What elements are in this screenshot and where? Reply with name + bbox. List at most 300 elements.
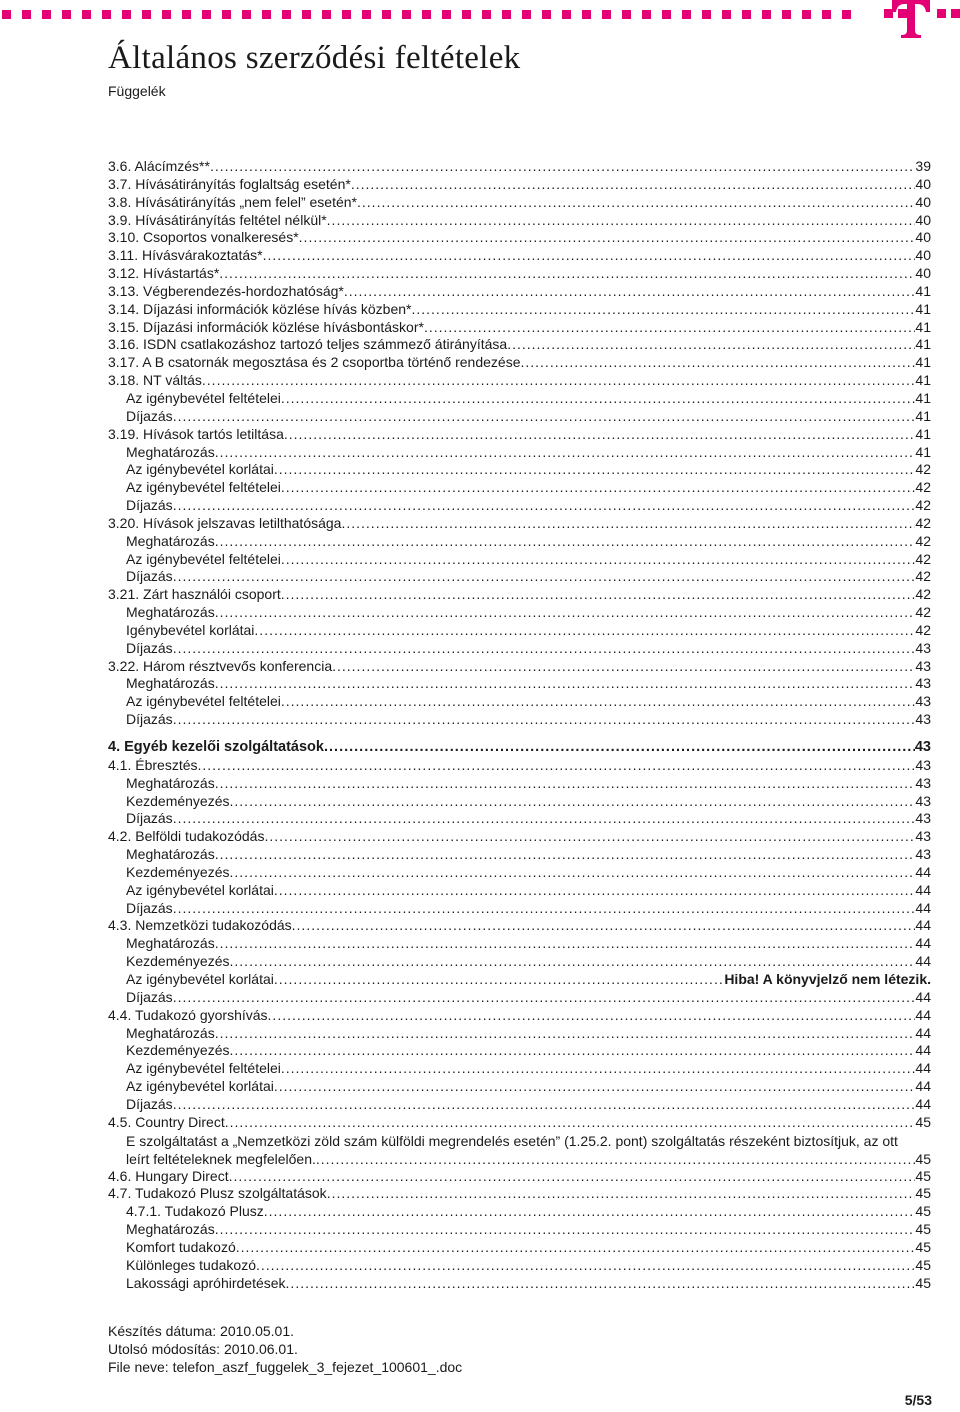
toc-entry-label: 4.7. Tudakozó Plusz szolgáltatások xyxy=(108,1185,327,1202)
page-subtitle: Függelék xyxy=(108,83,166,99)
toc-entry-label: Meghatározás xyxy=(126,675,215,692)
toc-leader-dots xyxy=(268,1007,916,1025)
toc-leader-dots xyxy=(173,408,916,426)
file-name: File neve: telefon_aszf_fuggelek_3_fejezet_100601_.doc xyxy=(108,1359,463,1375)
toc-entry-label: Lakossági apróhirdetések xyxy=(126,1274,286,1291)
toc-entry[interactable] xyxy=(108,265,931,283)
toc-leader-dots xyxy=(230,953,916,971)
header-dot xyxy=(62,10,71,19)
header-dot xyxy=(742,10,751,19)
toc-page-number: 40 xyxy=(915,265,931,282)
toc-entry-label: Az igénybevétel korlátai xyxy=(126,881,274,898)
toc-entry[interactable] xyxy=(108,176,931,194)
toc-leader-dots xyxy=(324,739,915,757)
toc-entry-label: 4.6. Hungary Direct xyxy=(108,1167,229,1184)
toc-page-number: 41 xyxy=(915,282,931,299)
header-dot xyxy=(642,10,651,19)
toc-leader-dots xyxy=(230,1042,916,1060)
header-dot xyxy=(102,10,111,19)
toc-entry-label: 3.7. Hívásátirányítás foglaltság esetén* xyxy=(108,175,351,192)
toc-entry-label: 3.17. A B csatornák megosztása és 2 csoportba történő rendezése xyxy=(108,354,521,371)
toc-entry-label: 3.10. Csoportos vonalkeresés* xyxy=(108,229,299,246)
toc-entry[interactable] xyxy=(108,568,931,586)
header-dot xyxy=(342,10,351,19)
header-dot xyxy=(162,10,171,19)
toc-page-number: 44 xyxy=(915,1006,931,1023)
toc-page-number: 42 xyxy=(915,621,931,638)
toc-page-number: 44 xyxy=(915,1078,931,1095)
header-dot xyxy=(722,10,731,19)
toc-entry[interactable] xyxy=(108,1221,931,1239)
toc-page-number: 44 xyxy=(915,881,931,898)
header-dot xyxy=(622,10,631,19)
toc-entry[interactable] xyxy=(108,533,931,551)
toc-page-number: 39 xyxy=(915,158,931,174)
header-dot xyxy=(462,10,471,19)
toc-entry-label: Különleges tudakozó xyxy=(126,1256,256,1273)
header-dot xyxy=(442,10,451,19)
toc-entry[interactable] xyxy=(108,212,931,230)
toc-entry-label: 3.16. ISDN csatlakozáshoz tartozó teljes számmező átirányítása xyxy=(108,336,508,353)
toc-entry-label: Meghatározás xyxy=(126,846,215,863)
toc-entry[interactable] xyxy=(108,283,931,301)
toc-entry-label: 4.3. Nemzetközi tudakozódás xyxy=(108,917,292,934)
toc-entry[interactable] xyxy=(108,810,931,828)
toc-page-number: 42 xyxy=(915,550,931,567)
toc-page-number: 44 xyxy=(915,863,931,880)
toc-page-number: 45 xyxy=(915,1150,931,1167)
toc-entry[interactable] xyxy=(108,1203,931,1221)
toc-page-number: 42 xyxy=(915,586,931,603)
header-dot xyxy=(662,10,671,19)
toc-page-number: 44 xyxy=(915,988,931,1005)
toc-leader-dots xyxy=(230,864,916,882)
toc-entry-label: Meghatározás xyxy=(126,532,215,549)
toc-page-number: 44 xyxy=(915,899,931,916)
toc-leader-dots xyxy=(263,247,916,265)
toc-leader-dots xyxy=(215,444,916,462)
toc-leader-dots xyxy=(173,989,916,1007)
toc-leader-dots xyxy=(411,301,915,319)
toc-entry[interactable] xyxy=(108,953,931,971)
toc-entry[interactable] xyxy=(108,1025,931,1043)
toc-entry[interactable] xyxy=(108,775,931,793)
toc-entry[interactable] xyxy=(108,1060,931,1078)
toc-entry-label: Díjazás xyxy=(126,497,173,514)
toc-entry[interactable] xyxy=(108,390,931,408)
toc-entry-label: 3.21. Zárt használói csoport xyxy=(108,586,281,603)
toc-page-number: 43 xyxy=(915,846,931,863)
toc-page-number: 42 xyxy=(915,568,931,585)
toc-entry-label: 3.19. Hívások tartós letiltása xyxy=(108,425,284,442)
page-number: 5/53 xyxy=(904,1392,932,1408)
toc-page-number: 40 xyxy=(915,229,931,246)
toc-entry[interactable] xyxy=(108,551,931,569)
document-metadata xyxy=(108,1322,462,1376)
toc-leader-dots xyxy=(507,336,915,354)
toc-entry-label: 4.4. Tudakozó gyorshívás xyxy=(108,1006,268,1023)
toc-leader-dots xyxy=(173,568,916,586)
toc-entry[interactable] xyxy=(108,1150,931,1168)
page-title: Általános szerződési feltételek xyxy=(108,40,521,76)
toc-leader-dots xyxy=(254,622,915,640)
header-dot xyxy=(682,10,691,19)
toc-entry[interactable] xyxy=(108,711,931,729)
toc-leader-dots xyxy=(344,283,916,301)
toc-leader-dots xyxy=(198,757,916,775)
toc-entry[interactable] xyxy=(108,989,931,1007)
toc-entry[interactable] xyxy=(108,1275,931,1293)
toc-leader-dots xyxy=(274,882,916,900)
toc-page-number: 40 xyxy=(915,193,931,210)
toc-page-number: 43 xyxy=(915,774,931,791)
toc-page-number: 41 xyxy=(915,354,931,371)
toc-page-number: 40 xyxy=(915,211,931,228)
toc-page-number: 43 xyxy=(915,810,931,827)
header-dot xyxy=(822,10,831,19)
header-dot xyxy=(482,10,491,19)
toc-entry-label: Meghatározás xyxy=(126,935,215,952)
toc-page-number: 41 xyxy=(915,389,931,406)
toc-page-number: 44 xyxy=(915,1024,931,1041)
header-dot xyxy=(82,10,91,19)
toc-page-number: 45 xyxy=(915,1167,931,1184)
toc-page-number: 43 xyxy=(915,675,931,692)
toc-page-number: 45 xyxy=(915,1203,931,1220)
toc-entry[interactable] xyxy=(108,301,931,319)
toc-entry-label: leírt feltételeknek megfelelően. xyxy=(126,1150,316,1167)
header-dot xyxy=(582,10,591,19)
toc-leader-dots xyxy=(274,461,916,479)
toc-entry[interactable] xyxy=(108,739,931,757)
header-dot xyxy=(402,10,411,19)
toc-entry[interactable] xyxy=(108,640,931,658)
toc-leader-dots xyxy=(215,775,916,793)
toc-entry-label: Meghatározás xyxy=(126,1221,215,1238)
toc-page-number: 42 xyxy=(915,479,931,496)
toc-page-number: 42 xyxy=(915,461,931,478)
toc-entry-label: Az igénybevétel korlátai xyxy=(126,1078,274,1095)
toc-entry-label: 3.9. Hívásátirányítás feltétel nélkül* xyxy=(108,211,327,228)
toc-entry-label: 4.1. Ébresztés xyxy=(108,756,198,773)
toc-leader-dots xyxy=(341,515,915,533)
toc-entry[interactable] xyxy=(108,247,931,265)
toc-page-number: 42 xyxy=(915,514,931,531)
toc-leader-dots xyxy=(351,176,916,194)
toc-leader-dots xyxy=(357,194,915,212)
toc-leader-dots xyxy=(281,551,916,569)
toc-entry[interactable] xyxy=(108,846,931,864)
toc-entry[interactable] xyxy=(108,864,931,882)
toc-leader-dots xyxy=(281,479,916,497)
toc-leader-dots xyxy=(215,1025,916,1043)
header-dot xyxy=(382,10,391,19)
toc-page-number: 44 xyxy=(915,1042,931,1059)
toc-leader-dots xyxy=(173,640,916,658)
header-dot xyxy=(362,10,371,19)
toc-entry[interactable] xyxy=(108,693,931,711)
toc-page-number: 42 xyxy=(915,532,931,549)
header-dot xyxy=(42,10,51,19)
modified-date: Utolsó módosítás: 2010.06.01. xyxy=(108,1341,298,1357)
toc-page-number: 45 xyxy=(915,1185,931,1202)
toc-page-number: 43 xyxy=(915,639,931,656)
toc-page-number: 42 xyxy=(915,604,931,621)
toc-leader-dots xyxy=(173,711,916,729)
toc-leader-dots xyxy=(236,1239,916,1257)
toc-page-number: 43 xyxy=(915,711,931,728)
toc-entry[interactable] xyxy=(108,917,931,935)
toc-entry[interactable] xyxy=(108,319,931,337)
toc-leader-dots xyxy=(299,229,916,247)
toc-entry-label: Meghatározás xyxy=(126,774,215,791)
toc-entry-label: 4.5. Country Direct xyxy=(108,1113,225,1130)
toc-page-number: 43 xyxy=(915,756,931,773)
toc-entry-label: 3.12. Hívástartás* xyxy=(108,265,220,282)
toc-leader-dots xyxy=(215,604,916,622)
toc-leader-dots xyxy=(520,354,915,372)
header-dot xyxy=(22,10,31,19)
toc-entry-label: 3.11. Hívásvárakoztatás* xyxy=(108,247,263,264)
toc-leader-dots xyxy=(173,810,916,828)
created-date: Készítés dátuma: 2010.05.01. xyxy=(108,1323,295,1339)
toc-leader-dots xyxy=(281,586,916,604)
toc-leader-dots xyxy=(215,935,916,953)
toc-entry-label: Díjazás xyxy=(126,988,173,1005)
toc-entry-label: Díjazás xyxy=(126,899,173,916)
toc-page-number: 41 xyxy=(915,300,931,317)
toc-entry[interactable] xyxy=(108,461,931,479)
toc-leader-dots xyxy=(173,1096,916,1114)
toc-entry[interactable] xyxy=(108,675,931,693)
toc-page-number: 43 xyxy=(915,693,931,710)
toc-page-number: 45 xyxy=(915,1238,931,1255)
toc-entry[interactable] xyxy=(108,515,931,533)
toc-leader-dots xyxy=(215,1221,916,1239)
toc-entry[interactable] xyxy=(108,658,931,676)
toc-leader-dots xyxy=(173,497,916,515)
toc-leader-dots xyxy=(286,1275,916,1293)
toc-entry[interactable] xyxy=(108,971,931,989)
toc-entry-label: Díjazás xyxy=(126,711,173,728)
toc-entry[interactable] xyxy=(108,1007,931,1025)
toc-page-number: 41 xyxy=(915,443,931,460)
toc-entry[interactable] xyxy=(108,1096,931,1114)
toc-page-number: 45 xyxy=(915,1221,931,1238)
toc-entry-label: 3.20. Hívások jelszavas letilthatósága xyxy=(108,514,342,531)
toc-leader-dots xyxy=(256,1257,915,1275)
toc-entry-label: Díjazás xyxy=(126,1095,173,1112)
toc-entry[interactable] xyxy=(108,1042,931,1060)
header-dot xyxy=(222,10,231,19)
toc-entry-label: Kezdeményezés xyxy=(126,1042,230,1059)
header-dot xyxy=(842,10,851,19)
toc-entry-label: Meghatározás xyxy=(126,1024,215,1041)
toc-leader-dots xyxy=(225,1114,916,1132)
toc-page-number: 44 xyxy=(915,1095,931,1112)
toc-entry[interactable] xyxy=(108,1078,931,1096)
toc-entry-label: 4.2. Belföldi tudakozódás xyxy=(108,828,265,845)
header-dot xyxy=(702,10,711,19)
toc-page-number: 41 xyxy=(915,336,931,353)
toc-entry[interactable] xyxy=(108,586,931,604)
toc-leader-dots xyxy=(229,1168,916,1186)
toc-leader-dots xyxy=(281,390,916,408)
toc-leader-dots xyxy=(202,372,916,390)
toc-leader-dots xyxy=(264,1203,916,1221)
header-dot xyxy=(762,10,771,19)
toc-entry-label: Az igénybevétel feltételei xyxy=(126,693,281,710)
toc-entry-label: 3.8. Hívásátirányítás „nem felel” esetén* xyxy=(108,193,358,210)
toc-leader-dots xyxy=(173,900,916,918)
toc-leader-dots xyxy=(327,1185,916,1203)
toc-entry-label: Díjazás xyxy=(126,639,173,656)
header-dot xyxy=(602,10,611,19)
toc-page-number: 40 xyxy=(915,247,931,264)
header-dot xyxy=(422,10,431,19)
toc-entry-label: 3.6. Alácímzés** xyxy=(108,158,210,174)
toc-page-number: 45 xyxy=(915,1256,931,1273)
toc-leader-dots xyxy=(332,658,915,676)
telekom-logo-icon xyxy=(884,0,960,40)
toc-leader-dots xyxy=(292,917,916,935)
toc-entry-label: Díjazás xyxy=(126,407,173,424)
toc-entry-label: Meghatározás xyxy=(126,443,215,460)
header-dot xyxy=(782,10,791,19)
toc-entry-label: Igénybevétel korlátai xyxy=(126,621,255,638)
toc-entry[interactable] xyxy=(108,426,931,444)
header-dot xyxy=(522,10,531,19)
toc-leader-dots xyxy=(327,212,916,230)
toc-entry[interactable] xyxy=(108,408,931,426)
toc-leader-dots xyxy=(230,793,916,811)
toc-leader-dots xyxy=(210,158,915,176)
toc-entry-label: Az igénybevétel korlátai xyxy=(126,970,274,987)
toc-leader-dots xyxy=(219,265,915,283)
header-dot xyxy=(502,10,511,19)
toc-entry-label: 3.22. Három résztvevős konferencia xyxy=(108,657,333,674)
header-dot xyxy=(542,10,551,19)
toc-entry-label: Meghatározás xyxy=(126,604,215,621)
toc-leader-dots xyxy=(284,426,916,444)
toc-entry[interactable] xyxy=(108,757,931,775)
toc-page-number: 41 xyxy=(915,318,931,335)
toc-leader-dots xyxy=(215,846,916,864)
toc-entry-label: 3.18. NT váltás xyxy=(108,372,202,389)
toc-entry[interactable] xyxy=(108,604,931,622)
toc-page-number: 41 xyxy=(915,372,931,389)
toc-page-number: 44 xyxy=(915,917,931,934)
toc-entry[interactable] xyxy=(108,793,931,811)
toc-entry[interactable] xyxy=(108,479,931,497)
header-dot xyxy=(262,10,271,19)
toc-entry[interactable] xyxy=(108,882,931,900)
toc-entry-label: 4. Egyéb kezelői szolgáltatások xyxy=(108,739,324,755)
toc-entry-label: 3.15. Díjazási információk közlése hívásbontáskor* xyxy=(108,318,424,335)
header-dot xyxy=(122,10,131,19)
toc-entry-label: Komfort tudakozó xyxy=(126,1238,236,1255)
toc-page-number: 44 xyxy=(915,935,931,952)
toc-entry[interactable] xyxy=(108,354,931,372)
toc-entry-label: Kezdeményezés xyxy=(126,953,230,970)
toc-page-number: 43 xyxy=(915,657,931,674)
toc-entry[interactable] xyxy=(108,1168,931,1186)
header-dot xyxy=(322,10,331,19)
toc-page-number: 44 xyxy=(915,1060,931,1077)
header-dot xyxy=(282,10,291,19)
header-dot-strip xyxy=(0,10,860,20)
toc-page-number: 41 xyxy=(915,425,931,442)
toc-page-number: 41 xyxy=(915,407,931,424)
toc-entry[interactable] xyxy=(108,1185,931,1203)
toc-entry[interactable] xyxy=(108,1257,931,1275)
toc-entry[interactable] xyxy=(108,497,931,515)
toc-page-number: 44 xyxy=(915,953,931,970)
header-dot xyxy=(302,10,311,19)
toc-entry-label: Díjazás xyxy=(126,810,173,827)
toc-entry[interactable] xyxy=(108,336,931,354)
toc-entry-label: Az igénybevétel feltételei xyxy=(126,389,281,406)
toc-page-number: 45 xyxy=(915,1113,931,1130)
toc-entry-label: Kezdeményezés xyxy=(126,792,230,809)
toc-entry[interactable] xyxy=(108,158,931,176)
toc-page-number: 42 xyxy=(915,497,931,514)
toc-entry[interactable] xyxy=(108,900,931,918)
toc-entry[interactable] xyxy=(108,828,931,846)
toc-entry[interactable] xyxy=(108,229,931,247)
toc-entry[interactable] xyxy=(108,372,931,390)
toc-entry[interactable] xyxy=(108,622,931,640)
table-of-contents xyxy=(108,158,931,1292)
toc-page-number: 43 xyxy=(915,828,931,845)
toc-entry-label: Kezdeményezés xyxy=(126,863,230,880)
toc-page-number: 40 xyxy=(915,175,931,192)
toc-entry-label: Díjazás xyxy=(126,568,173,585)
header-dot xyxy=(242,10,251,19)
toc-entry-label: Az igénybevétel feltételei xyxy=(126,550,281,567)
toc-bookmark-error: Hiba! A könyvjelző nem létezik. xyxy=(724,970,931,987)
toc-entry[interactable] xyxy=(108,1114,931,1132)
header-dot xyxy=(802,10,811,19)
toc-leader-dots xyxy=(281,1060,916,1078)
header-dot xyxy=(2,10,11,19)
header-dot xyxy=(202,10,211,19)
toc-entry-label: 3.14. Díjazási információk közlése hívás közben* xyxy=(108,300,412,317)
toc-leader-dots xyxy=(424,319,915,337)
toc-leader-dots xyxy=(264,828,915,846)
toc-leader-dots xyxy=(274,1078,916,1096)
toc-page-number: 43 xyxy=(914,739,931,755)
toc-entry-label: Az igénybevétel korlátai xyxy=(126,461,274,478)
toc-entry[interactable] xyxy=(108,194,931,212)
header-dot xyxy=(562,10,571,19)
toc-leader-dots xyxy=(316,1150,916,1168)
toc-entry[interactable] xyxy=(108,444,931,462)
toc-entry[interactable] xyxy=(108,935,931,953)
header-dot xyxy=(142,10,151,19)
toc-entry-label: Az igénybevétel feltételei xyxy=(126,1060,281,1077)
toc-entry-label: 3.13. Végberendezés-hordozhatóság* xyxy=(108,282,344,299)
toc-entry-label: 4.7.1. Tudakozó Plusz xyxy=(126,1203,264,1220)
toc-leader-dots xyxy=(215,533,916,551)
toc-leader-dots xyxy=(281,693,916,711)
toc-entry[interactable] xyxy=(108,1239,931,1257)
toc-leader-dots xyxy=(274,971,724,989)
toc-page-number: 45 xyxy=(915,1274,931,1291)
header-dot xyxy=(182,10,191,19)
toc-entry-text: E szolgáltatást a „Nemzetközi zöld szám külföldi megrendelés esetén” (1.25.2. pont) szolgáltatás részeként biztosítjuk, az ott xyxy=(126,1132,898,1149)
toc-page-number: 43 xyxy=(915,792,931,809)
